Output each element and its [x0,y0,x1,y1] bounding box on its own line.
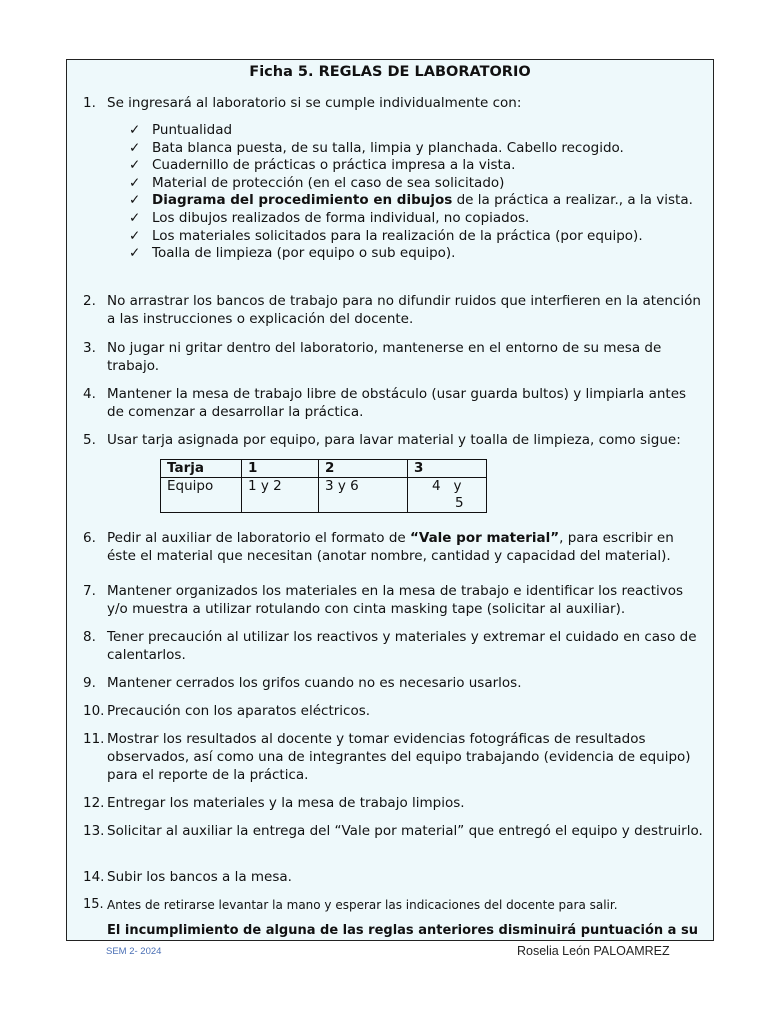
check-text: Puntualidad [152,122,233,138]
rule-number: 1. [83,95,96,111]
rule-text: Precaución con los aparatos eléctricos. [107,703,371,719]
rule-number: 14. [83,869,105,885]
check-text: Cuadernillo de prácticas o práctica impresa a la vista. [152,157,516,174]
table-header-cell: 2 [319,460,408,478]
rule-text: No jugar ni gritar dentro del laboratorio, mantenerse en el entorno de su mesa de trabajo. [107,340,662,374]
rule-15 [83,896,705,914]
table-header-cell: Tarja [161,460,242,478]
check-item [127,192,697,210]
rule-text: Mantener cerrados los grifos cuando no es necesario usarlos. [107,675,522,691]
rule-text: Mantener la mesa de trabajo libre de obstáculo (usar guarda bultos) y limpiarla antes de comenzar a desarrollar la práctica. [107,386,687,420]
checkmark-icon: ✓ [129,157,141,174]
rule-3 [83,339,705,375]
closing-note [83,922,705,940]
table-cell: Equipo [161,478,242,513]
rule-number: 5. [83,432,96,448]
rule-text: Tener precaución al utilizar los reactivos y materiales y extremar el cuidado en caso de calentarlos. [107,629,697,663]
closing-text: El incumplimiento de alguna de las reglas anteriores disminuirá puntuación a su [107,923,698,938]
rule-text: Entregar los materiales y la mesa de trabajo limpios. [107,795,465,811]
rule-text: Solicitar al auxiliar la entrega del “Vale por material” que entregó el equipo y destruirlo. [107,823,703,839]
check-text: Los dibujos realizados de forma individual, no copiados. [152,209,530,226]
rule-text: Mantener organizados los materiales en la mesa de trabajo e identificar los reactivos y/o muestra a utilizar rotulando con cinta masking tape (solicitar al auxiliar). [107,583,684,617]
rule-13 [83,822,705,840]
check-text: de la práctica a realizar., a la vista. [452,192,693,209]
checkmark-icon: ✓ [129,139,141,156]
check-text: Bata blanca puesta, de su talla, limpia y planchada. Cabello recogido. [152,139,624,156]
rule-number: 15. [83,897,104,912]
checkmark-icon: ✓ [129,245,141,262]
footer-semester: SEM 2- 2024 [106,946,162,957]
checkmark-icon: ✓ [129,122,141,138]
check-item [127,245,697,263]
check-text: Los materiales solicitados para la realización de la práctica (por equipo). [152,227,643,244]
page-title: Ficha 5. REGLAS DE LABORATORIO [249,64,531,80]
rule-8 [83,628,705,664]
rule-number: 13. [83,823,105,839]
check-text: Material de protección (en el caso de sea solicitado) [152,174,505,191]
rule-7 [83,582,705,618]
rule-number: 9. [83,675,96,691]
check-item [127,157,697,175]
table-row [161,478,487,513]
rule-number: 11. [83,731,105,747]
check-item [127,228,697,246]
rule-5 [83,431,705,449]
rule-number: 6. [83,530,96,546]
rule-11 [83,730,705,784]
table-cell [408,478,487,513]
rule-number: 10. [83,703,105,719]
requirements-checklist [127,122,697,263]
rule-number: 7. [83,583,96,599]
checkmark-icon: ✓ [129,227,141,244]
rule-number: 12. [83,795,105,811]
footer-author: Roselia León PALOAMREZ [517,944,670,958]
table-cell: 1 y 2 [242,478,319,513]
rule-10 [83,702,705,720]
checkmark-icon: ✓ [129,174,141,191]
check-item [127,140,697,158]
rule-12 [83,794,705,812]
check-text: Toalla de limpieza (por equipo o sub equipo). [152,245,456,262]
table-cell: 3 y 6 [319,478,408,513]
cell-line: 5 [455,495,464,511]
rule-number: 8. [83,629,96,645]
rule-text: No arrastrar los bancos de trabajo para no difundir ruidos que interfieren en la atención a las instrucciones o explicación del docente. [107,293,701,327]
table-header-cell: 1 [242,460,319,478]
rule-1 [83,94,705,112]
rule-number: 2. [83,293,96,309]
rule-text: Usar tarja asignada por equipo, para lavar material y toalla de limpieza, como sigue: [107,432,681,448]
check-item [127,175,697,193]
rule-9 [83,674,705,692]
table-header-row [161,460,487,478]
tarja-table [160,459,487,513]
rule-2 [83,292,705,328]
check-text-bold: Diagrama del procedimiento en dibujos [152,192,453,209]
checkmark-icon: ✓ [129,209,141,226]
rule-text: Antes de retirarse levantar la mano y esperar las indicaciones del docente para salir. [107,898,618,912]
rule-text: Subir los bancos a la mesa. [107,869,292,885]
rule-number: 3. [83,340,96,356]
rule-text: Mostrar los resultados al docente y tomar evidencias fotográficas de resultados observados, así como una de integrantes del equipo trabajando (evidencia de equipo) para el reporte de la práctica. [107,731,691,783]
check-item [127,210,697,228]
rule-text: Se ingresará al laboratorio si se cumple individualmente con: [107,95,522,111]
cell-line: 4 y [432,478,462,494]
rule-6 [83,529,705,565]
rule-text: Pedir al auxiliar de laboratorio el formato de “Vale por material”, para escribir en éste el material que necesitan (anotar nombre, cantidad y capacidad del material). [107,530,674,564]
table-header-cell: 3 [408,460,487,478]
check-item [127,122,697,140]
rules-document-box [66,59,714,941]
rule-number: 4. [83,386,96,402]
rule-14 [83,868,705,886]
rule-4 [83,385,705,421]
checkmark-icon: ✓ [129,192,141,209]
